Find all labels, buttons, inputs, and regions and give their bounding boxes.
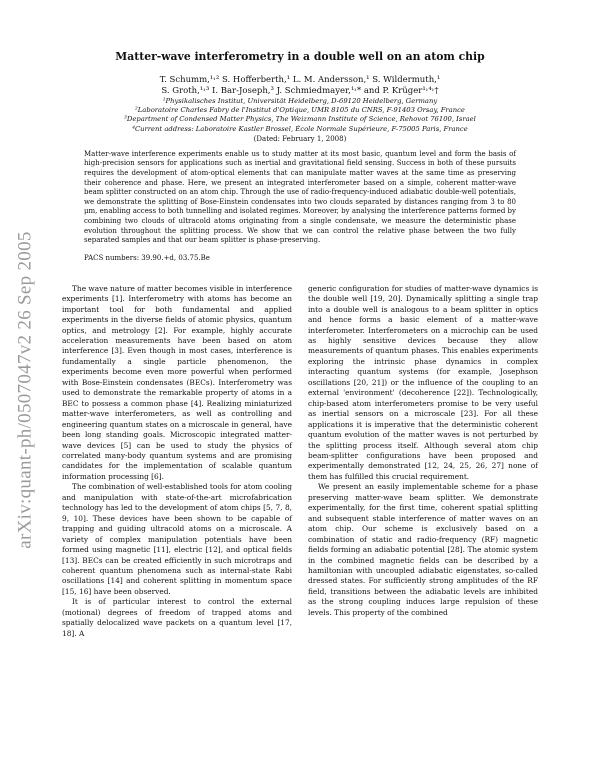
- paragraph: generic configuration for studies of matter-wave dynamics is the double well [19, 20]. Dynamically splitting a single trap into a double well is analogous to a beam splitter in optics and hence forms a basic element of a matter-wave interferometer. Interferometers on a microchip can be used as highly sensitive devices because they allow measurements of quantum phases. This enables experiments exploring the intrinsic phase dynamics in complex interacting quantum systems (for example, Josephson oscillations [20, 21]) or the influence of the coupling to an external 'environment' (decoherence [22]). Technologically, chip-based atom interferometers promise to be very useful as inertial sensors on a microscale [23]. For all these applications it is imperative that the deterministic coherent quantum evolution of the matter waves is not perturbed by the splitting process itself. Although several atom chip beam-splitter configurations have been proposed and experimentally demonstrated [12, 24, 25, 26, 27] none of them has fulfilled this crucial requirement.: [308, 283, 538, 481]
- author-line: S. Groth,¹˒³ I. Bar-Joseph,³ J. Schmiedmayer,¹˒* and P. Krüger¹˒⁴˒†: [161, 86, 439, 96]
- affiliation: ³Department of Condensed Matter Physics, The Weizmann Institute of Science, Rehovot 76100, Israel: [124, 115, 476, 124]
- date-line: (Dated: February 1, 2008): [253, 134, 347, 143]
- body-columns: [62, 284, 538, 639]
- author-line: T. Schumm,¹˒² S. Hofferberth,¹ L. M. Andersson,¹ S. Wildermuth,¹: [159, 75, 441, 85]
- paragraph: It is of particular interest to control the external (motional) degrees of freedom of trapped atoms and spatially delocalized wave packets on a quantum level [17, 18]. A: [62, 597, 292, 638]
- left-column: [62, 284, 292, 639]
- paragraph: The combination of well-established tools for atom cooling and manipulation with state-of-the-art microfabrication technology has led to the development of atom chips [5, 7, 8, 9, 10]. These devices have been shown to be capable of trapping and guiding ultracold atoms on a microscale. A variety of complex manipulation potentials have been formed using magnetic [11], electric [12], and optical fields [13]. BECs can be created efficiently in such microtraps and coherent quantum phenomena such as internal-state Rabi oscillations [14] and coherent splitting in momentum space [15, 16] have been observed.: [62, 482, 292, 596]
- paragraph: We present an easily implementable scheme for a phase preserving matter-wave beam splitter. We demonstrate experimentally, for the first time, coherent spatial splitting and subsequent stable interference of matter waves on an atom chip. Our scheme is exclusively based on a combination of static and radio-frequency (RF) magnetic fields forming an adiabatic potential [28]. The atomic system in the combined magnetic fields can be described by a hamiltonian with uncoupled adiabatic eigenstates, so-called dressed states. For sufficiently strong amplitudes of the RF field, transitions between the adiabatic levels are inhibited as the strong coupling induces large repulsion of these levels. This property of the combined: [308, 482, 538, 617]
- affiliation-list: [62, 97, 538, 134]
- author-list: [62, 75, 538, 97]
- arxiv-stamp: [6, 200, 46, 580]
- affiliation: ¹Physikalisches Institut, Universität Heidelberg, D-69120 Heidelberg, Germany: [162, 97, 438, 105]
- affiliation: ²Laboratoire Charles Fabry de l'Institut d'Optique, UMR 8105 du CNRS, F-91403 Orsay, France: [135, 106, 465, 115]
- paper-title: Matter-wave interferometry in a double well on an atom chip: [115, 50, 485, 63]
- paper-page: [62, 50, 538, 639]
- affiliation: ⁴Current address: Laboratoire Kastler Brossel, École Normale Supérieure, F-75005 Paris, France: [132, 124, 468, 133]
- pacs-numbers: PACS numbers: 39.90.+d, 03.75.Be: [84, 253, 210, 262]
- right-column: [308, 284, 538, 639]
- abstract: Matter-wave interference experiments enable us to study matter at its most basic, quantum level and form the basis of high-precision sensors for applications such as inertial and gravitational field sensing. Success in both of these pursuits requires the development of atom-optical elements that can manipulate matter waves at the same time as preserving their coherence and phase. Here, we present an integrated interferometer based on a simple, coherent matter-wave beam splitter constructed on an atom chip. Through the use of radio-frequency-induced adiabatic double-well potentials, we demonstrate the splitting of Bose-Einstein condensates into two clouds separated by distances ranging from 3 to 80 μm, enabling access to both tunnelling and isolated regimes. Moreover, by analysing the interference patterns formed by combining two clouds of ultracold atoms originating from a single condensate, we measure the deterministic phase evolution throughout the splitting process. We show that we can control the relative phase between the two fully separated samples and that our beam splitter is phase-preserving.: [84, 149, 516, 245]
- paragraph: The wave nature of matter becomes visible in interference experiments [1]. Interferometry with atoms has become an important tool for both fundamental and applied experiments in the diverse fields of atomic physics, quantum optics, and metrology [2]. For example, highly accurate acceleration measurements have been based on atom interference [3]. Even though in most cases, interference is fundamentally a single particle phenomenon, the experiments become even more powerful when performed with Bose-Einstein condensates (BECs). Interferometry was used to demonstrate the remarkable property of atoms in a BEC to possess a common phase [4]. Realizing miniaturized matter-wave interferometers, as well as controlling and engineering quantum states on a microscale in general, have been long standing goals. Microscopic integrated matter-wave devices [5] can be used to study the physics of correlated many-body quantum systems and are promising candidates for the implementation of scalable quantum information processing [6].: [62, 283, 292, 481]
- arxiv-id: arXiv:quant-ph/0507047v2 26 Sep 2005: [15, 231, 37, 549]
